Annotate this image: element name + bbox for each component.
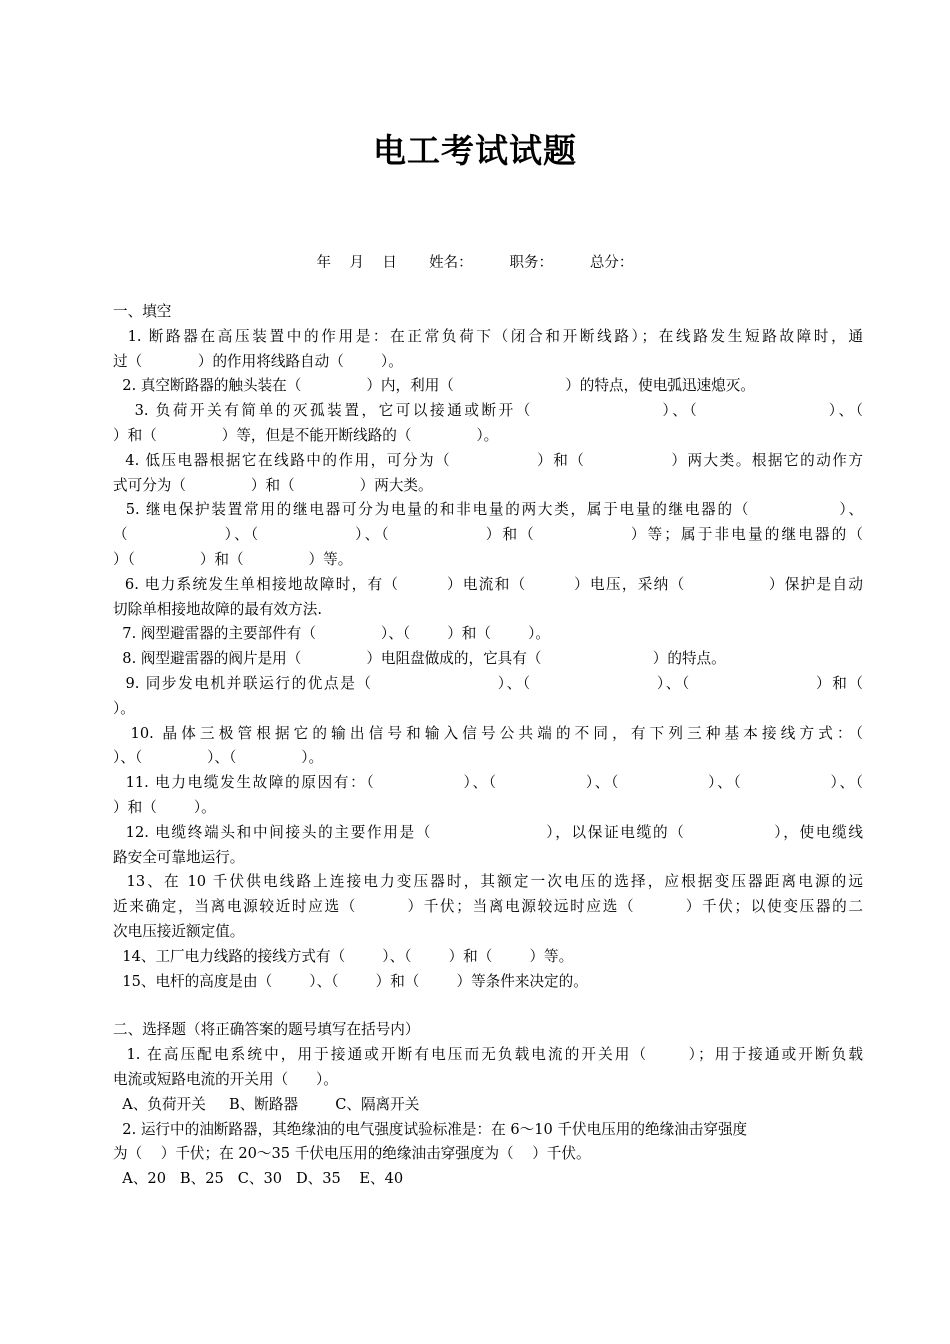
question-line: 6. 电力系统发生单相接地故障时，有（ ）电流和（ ）电压，采纳（ ）保护是自动 <box>113 575 863 593</box>
question-line: 11. 电力电缆发生故障的原因有：（ ）、（ ）、（ ）、（ ）、（ <box>113 774 863 792</box>
question-line: 式可分为（ ）和（ ）两大类。 <box>113 476 433 494</box>
question-line: 4. 低压电器根据它在线路中的作用，可分为（ ）和（ ）两大类。根据它的动作方 <box>113 451 863 469</box>
question-line: 电流或短路电流的开关用（ ）。 <box>113 1070 338 1088</box>
answer-options: A、20 B、25 C、30 D、35 E、40 <box>113 1170 404 1188</box>
question-line: 3. 负荷开关有简单的灭孤装置，它可以接通或断开（ ）、（ ）、（ <box>113 402 863 420</box>
question-line: 5. 继电保护装置常用的继电器可分为电量的和非电量的两大类，属于电量的继电器的（ ）、 <box>113 501 863 519</box>
question-line: 9. 同步发电机并联运行的优点是（ ）、（ ）、（ ）和（ <box>113 674 863 692</box>
question-line: ）。 <box>113 699 135 717</box>
section-spacer <box>113 994 863 1018</box>
answer-options: A、负荷开关 B、断路器 C、隔离开关 <box>113 1095 420 1113</box>
question-line: 14、工厂电力线路的接线方式有（ ）、（ ）和（ ）等。 <box>113 947 574 965</box>
exam-info-line: 年 月 日 姓名： 职务： 总分： <box>316 255 634 271</box>
question-line: 8. 阀型避雷器的阀片是用（ ）电阻盘做成的，它具有（ ）的特点。 <box>113 650 726 668</box>
question-line: 为（ ）千伏；在 20～35 千伏电压用的绝缘油击穿强度为（ ）千伏。 <box>113 1145 591 1163</box>
question-line: ）和（ ）。 <box>113 798 216 816</box>
question-line: 2. 真空断路器的触头装在（ ）内，利用（ ）的特点，使电弧迅速熄灭。 <box>113 377 755 395</box>
page-title: 电工考试试题 <box>373 131 577 170</box>
question-line: 近来确定，当离电源较近时应选（ ）千伏；当离电源较远时应选（ ）千伏；以使变压器的二 <box>113 898 863 916</box>
question-line: 7. 阀型避雷器的主要部件有（ ）、（ ）和（ ）。 <box>113 625 550 643</box>
question-line: 1. 断路器在高压装置中的作用是：在正常负荷下（闭合和开断线路）；在线路发生短路故障时，通 <box>113 327 863 345</box>
section-heading-multiple-choice: 二、选择题（将正确答案的题号填写在括号内） <box>113 1021 420 1039</box>
question-line: 路安全可靠地运行。 <box>113 848 245 866</box>
exam-content <box>113 300 863 1192</box>
question-line: 13、在 10 千伏供电线路上连接电力变压器时，其额定一次电压的选择，应根据变压器距离电源的远 <box>113 873 863 891</box>
question-line: 1. 在高压配电系统中，用于接通或开断有电压而无负载电流的开关用（ ）；用于接通或开断负载 <box>113 1046 863 1064</box>
question-line: （ ）、（ ）、（ ）和（ ）等；属于非电量的继电器的（ <box>113 526 863 544</box>
question-line: 12. 电缆终端头和中间接头的主要作用是（ ），以保证电缆的（ ），使电缆线 <box>113 823 863 841</box>
question-line: ）、（ ）、（ ）。 <box>113 749 324 767</box>
section-heading-fill-blank: 一、填空 <box>113 303 172 320</box>
question-line: 过（ ）的作用将线路自动（ ）。 <box>113 352 403 370</box>
question-line: 2. 运行中的油断路器，其绝缘油的电气强度试验标准是：在 6～10 千伏电压用的绝缘油击穿强度 <box>113 1120 748 1138</box>
question-line: ）（ ）和（ ）等。 <box>113 550 353 568</box>
question-line: 15、电杆的高度是由（ ）、（ ）和（ ）等条件来决定的。 <box>113 972 588 990</box>
question-line: 10. 晶体三极管根据它的输出信号和输入信号公共端的不同，有下列三种基本接线方式：（ <box>113 724 863 742</box>
question-line: ）和（ ）等，但是不能开断线路的（ ）。 <box>113 426 499 444</box>
question-line: 次电压接近额定值。 <box>113 922 245 940</box>
question-line: 切除单相接地故障的最有效方法. <box>113 600 322 618</box>
